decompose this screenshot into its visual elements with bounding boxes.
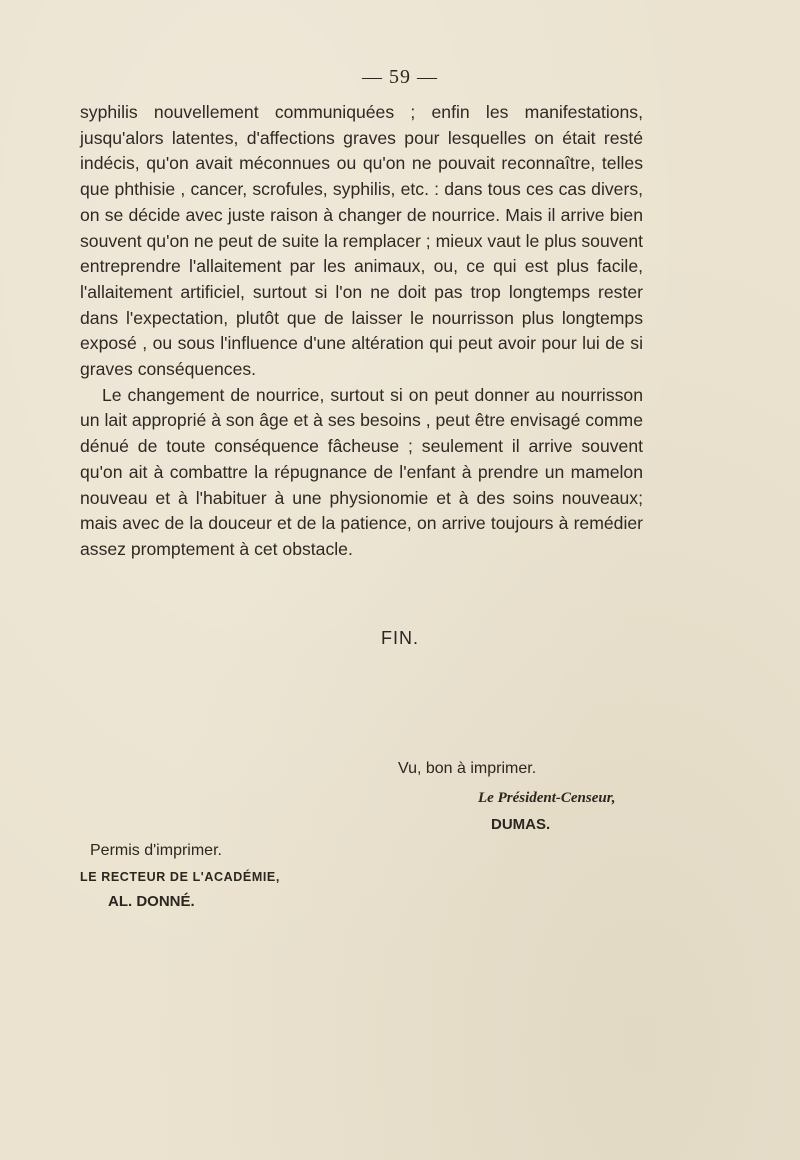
imprimatur-title: Le Président-Censeur, — [478, 790, 616, 806]
imprimatur-name: DUMAS. — [491, 816, 551, 833]
permis-label: Permis d'imprimer. — [90, 842, 222, 859]
fin-marker: FIN. — [381, 628, 419, 648]
page-number: — 59 — — [362, 66, 438, 88]
permis-name: AL. DONNÉ. — [108, 893, 195, 910]
imprimatur-vu: Vu, bon à imprimer. — [398, 760, 537, 777]
permis-title: LE RECTEUR DE L'ACADÉMIE, — [80, 870, 280, 884]
paragraph-1: syphilis nouvellement communiquées ; enfin les manifestations, jusqu'alors latentes, d'affections graves pour lesquelles on était resté indécis, qu'on avait méconnues ou qu'on ne pouvait reconnaître, telles que phthisie , cancer, scrofules, syphilis, etc. : dans tous ces cas divers, on se décide avec juste raison à changer de nourrice. Mais il arrive bien souvent qu'on ne peut de suite la remplacer ; mieux vaut le plus souvent entreprendre l'allaitement par les animaux, ou, ce qui est plus facile, l'allaitement artificiel, surtout si l'on ne doit pas trop longtemps rester dans l'expectation, plutôt que de laisser le nourrisson plus longtemps exposé , ou sous l'influence d'une altération qui peut avoir pour lui de si graves conséquences. — [80, 102, 643, 380]
body-text — [80, 100, 643, 563]
paragraph-2: Le changement de nourrice, surtout si on peut donner au nourrisson un lait approprié à son âge et à ses besoins , peut être envisagé comme dénué de toute conséquence fâcheuse ; seulement il arrive souvent qu'on ait à combattre la répugnance de l'enfant à prendre un mamelon nouveau et à l'habituer à une physionomie et à des soins nouveaux; mais avec de la douceur et de la patience, on arrive toujours à remédier assez promptement à cet obstacle. — [80, 384, 643, 559]
